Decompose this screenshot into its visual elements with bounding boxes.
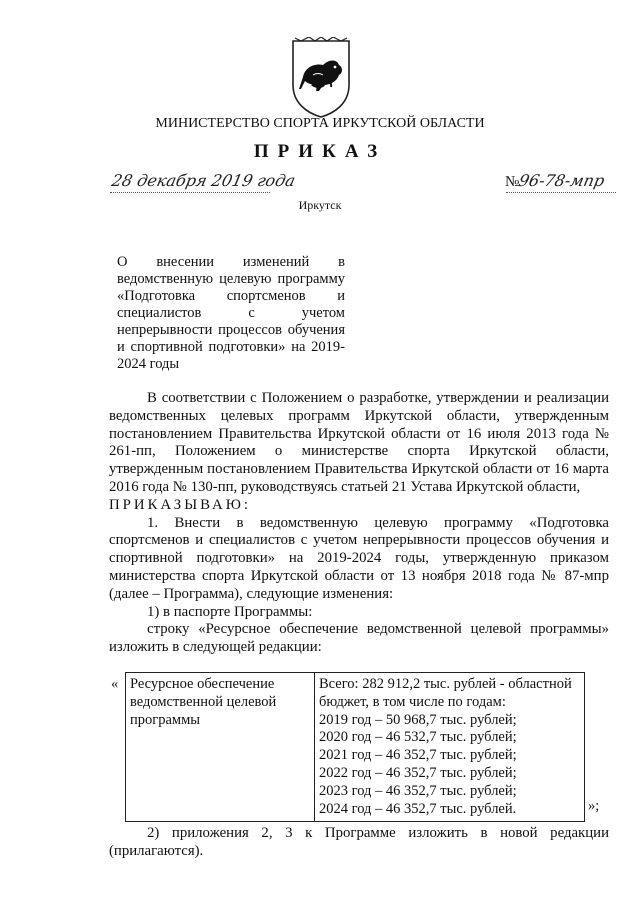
- table-label-cell: Ресурсное обеспечение ведомственной целевой программы: [126, 673, 315, 822]
- handwritten-number: 96-78-мпр: [517, 171, 607, 190]
- coat-of-arms-emblem: [289, 37, 353, 119]
- number-sign: №: [505, 174, 520, 190]
- preamble-paragraph: В соответствии с Положением о разработке, утверждении и реализации ведомственных целевых программ Иркутской области, утвержденным постановлением Правительства Иркутской области от 16 июля 2013 года № 261-пп, Положением о министерстве спорта Иркутской области, утвержденным постановлением Правительства Иркутской области от 16 марта 2016 года № 130-пп, руководствуясь статьей 21 Устава Иркутской области,: [109, 390, 609, 495]
- number-underline: [506, 192, 616, 194]
- table-total-text: Всего: 282 912,2 тыс. рублей - областной бюджет, в том числе по годам:: [319, 676, 572, 710]
- item-1-paragraph: 1. Внести в ведомственную целевую программу «Подготовка спортсменов и специалистов с учетом непрерывности процессов обучения и спортивной подготовки» на 2019-2024 годы, утвержденную приказом министерства спорта Иркутской области от 13 ноября 2018 года № 87-мпр (далее – Программа), следующие изменения:: [109, 514, 609, 602]
- item-1-line-paragraph: строку «Ресурсное обеспечение ведомственной целевой программы» изложить в следующей редакции:: [109, 621, 609, 656]
- table-year-line: 2020 год – 46 532,7 тыс. рублей;: [319, 729, 517, 746]
- order-subject: О внесении изменений в ведомственную целевую программу «Подготовка спортсменов и специалистов с учетом непрерывности процессов обучения и спортивной подготовки» на 2019-2024 годы: [117, 254, 345, 372]
- handwritten-date: 28 декабря 2019 года: [109, 171, 298, 190]
- table-value-cell: [315, 673, 585, 822]
- order-body: [109, 390, 609, 657]
- order-word: ПРИКАЗЫВАЮ:: [109, 496, 252, 513]
- item-2-block: [109, 825, 609, 861]
- table-row: [126, 673, 585, 822]
- table-year-line: 2019 год – 50 968,7 тыс. рублей;: [319, 711, 517, 728]
- table-year-line: 2022 год – 46 352,7 тыс. рублей;: [319, 764, 517, 781]
- item-1-subitem: 1) в паспорте Программы:: [147, 603, 313, 620]
- table-close-quote: »;: [588, 798, 600, 814]
- table-year-line: 2023 год – 46 352,7 тыс. рублей;: [319, 782, 517, 799]
- table-open-quote: «: [111, 676, 119, 692]
- table-year-line: 2021 год – 46 352,7 тыс. рублей;: [319, 747, 517, 764]
- order-number: [505, 171, 605, 191]
- date-underline: [110, 192, 270, 194]
- document-type-title: ПРИКАЗ: [253, 141, 387, 162]
- resource-table: [125, 672, 585, 822]
- city-name: Иркутск: [298, 198, 342, 212]
- table-year-line: 2024 год – 46 352,7 тыс. рублей.: [319, 800, 517, 817]
- item-2-paragraph: 2) приложения 2, 3 к Программе изложить в новой редакции (прилагаются).: [109, 825, 609, 859]
- ministry-name: МИНИСТЕРСТВО СПОРТА ИРКУТСКОЙ ОБЛАСТИ: [155, 116, 485, 131]
